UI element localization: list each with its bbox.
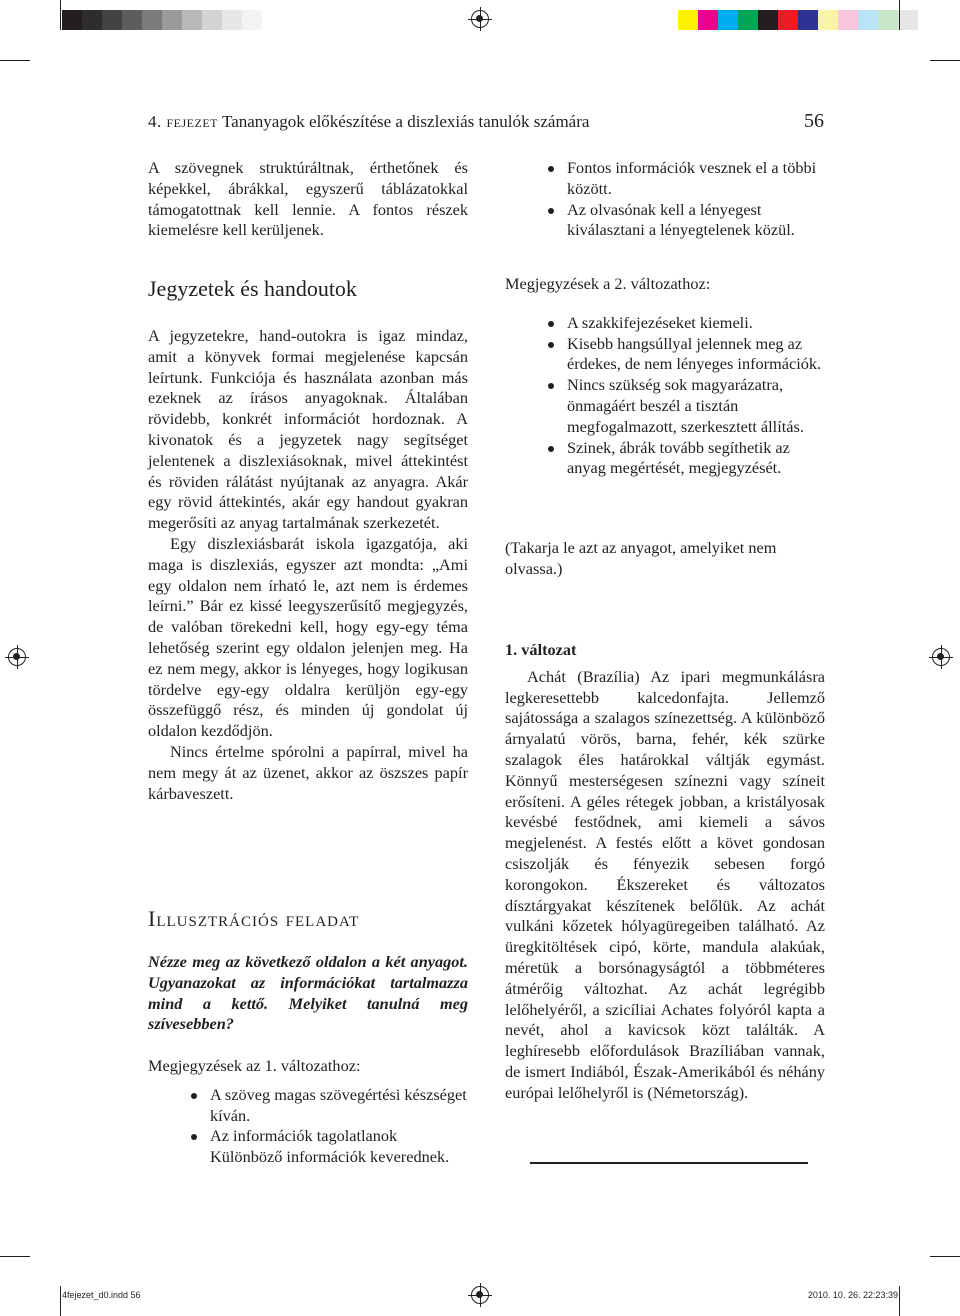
- cmyk-color-bar: [678, 10, 918, 30]
- crop-mark: [899, 1286, 900, 1316]
- list-item: Az információk tagolatlanok Különböző információk keverednek.: [148, 1126, 468, 1168]
- color-swatch: [202, 10, 222, 30]
- body-paragraph-3: Nincs értelme spórolni a papírral, mivel ha nem megy át az üzenet, akkor az öszszes papír kárbaveszett.: [148, 741, 468, 803]
- color-swatch: [858, 10, 878, 30]
- crop-mark: [899, 0, 900, 30]
- task-block: [148, 952, 468, 1035]
- list-item: A szakkifejezéseket kiemeli.: [505, 313, 825, 334]
- left-intro: [148, 158, 468, 241]
- paren-note-block: [505, 538, 825, 580]
- right-top-list: [505, 158, 825, 241]
- notes2-block: [505, 274, 825, 479]
- color-swatch: [62, 10, 82, 30]
- color-swatch: [758, 10, 778, 30]
- separator-rule: [530, 1162, 808, 1164]
- body-paragraph-1: A jegyzetekre, hand-outokra is igaz mindaz, amit a könyvek formai megjelenése kapcsán leírtunk. Funkciója és használata azonban más ezeknek az írásos anyagoknak. Általában rövidebb, konkrét információt hordoznak. A kivonatok és a jegyzetek nagy segítséget jelentenek a diszlexiásoknak, mivel áttekintést és röviden rálátást nyújtanak az anyagra. Akár egy rövid áttekintés, akár egy handout gyakran megerősíti az anyag tartalmának szerkezetét.: [148, 326, 468, 533]
- color-swatch: [698, 10, 718, 30]
- registration-mark-icon: [471, 1286, 489, 1304]
- color-swatch: [122, 10, 142, 30]
- color-swatch: [878, 10, 898, 30]
- list-item: Nincs szükség sok magyarázatra, önmagáért beszél a tisztán megfogalmazott, szerkesztett állítás.: [505, 375, 825, 437]
- color-swatch: [222, 10, 242, 30]
- color-swatch: [82, 10, 102, 30]
- left-body: [148, 326, 468, 804]
- notes2-list: [505, 313, 825, 479]
- crop-mark: [60, 1286, 61, 1316]
- list-item: Fontos információk vesznek el a többi között.: [505, 158, 825, 200]
- grayscale-color-bar: [62, 10, 262, 30]
- chapter-label: 4. fejezet: [148, 112, 218, 131]
- notes2-heading: Megjegyzések a 2. változathoz:: [505, 274, 711, 293]
- crop-mark: [60, 0, 61, 30]
- color-swatch: [898, 10, 918, 30]
- crop-mark: [930, 1256, 960, 1257]
- slug-file: 4fejezet_d0.indd 56: [62, 1290, 141, 1300]
- intro-paragraph: A szövegnek struktúráltnak, érthetőnek és képekkel, ábrákkal, egyszerű táblázatokkal támogatottnak kell lennie. A fontos részek kiemelésre kell kerüljenek.: [148, 158, 468, 240]
- list-item: Az olvasónak kell a lényegest kiválasztani a lényegtelenek közül.: [505, 200, 825, 242]
- crop-mark: [0, 1256, 30, 1257]
- version-text: Achát (Brazília) Az ipari megmunkálásra legkeresettebb kalcedonfajta. Jellemző sajátossága a szalagos színezettség. A különböző árnyalatú vörös, barna, fehér, kék szürke szalagok éles határokkal váltják egymást. Könnyű mesterségesen színezni vagy színeit erősíteni. A géles rétegek jobban, a kristályosak kevésbé festődnek, ami kiemeli a sávos megjelenést. A festés előtt a követ gondosan csiszolják és fényezik sebesen forgó korongokon. Ékszereket és változatos dísztárgyakat készítenek belőlük. Az achát vulkáni kőzetek hólyagüregeiben található. Az üregkitöltések cipó, körte, mandula alakúak, méretük a borsónagyságtól a többméteres átmérőig változhat. Az achát legrégibb lelőhelyéről, a szicíliai Achates folyóról kapta a nevét, ahol a kavicsok közt találták. A leghíresebb előfordulások Brazíliában vannak, de ismert Indiából, Észak-Amerikából és néhány európai lelőhelyről is (Németország).: [505, 666, 825, 1102]
- registration-mark-icon: [932, 648, 950, 666]
- color-swatch: [678, 10, 698, 30]
- version-heading: 1. változat: [505, 640, 577, 659]
- task-text: Nézze meg az következő oldalon a két anyagot. Ugyanazokat az információkat tartalmazza mind a kettő. Melyiket tanulná meg szívesebben?: [148, 952, 468, 1034]
- color-swatch: [798, 10, 818, 30]
- color-swatch: [718, 10, 738, 30]
- color-swatch: [182, 10, 202, 30]
- page-number: 56: [804, 110, 824, 132]
- color-swatch: [818, 10, 838, 30]
- crop-mark: [930, 60, 960, 61]
- crop-mark: [0, 60, 30, 61]
- registration-mark-icon: [471, 10, 489, 28]
- color-swatch: [162, 10, 182, 30]
- slug-date: 2010. 10. 26. 22:23:39: [807, 1290, 898, 1300]
- notes1-list: [148, 1085, 468, 1168]
- color-swatch: [738, 10, 758, 30]
- color-swatch: [778, 10, 798, 30]
- color-swatch: [242, 10, 262, 30]
- list-item: Kisebb hangsúllyal jelennek meg az érdekes, de nem lényeges információk.: [505, 334, 825, 376]
- notes1-block: [148, 1056, 468, 1168]
- color-swatch: [838, 10, 858, 30]
- running-header: [148, 112, 824, 132]
- color-swatch: [102, 10, 122, 30]
- task-heading: Illusztrációs feladat: [148, 906, 360, 931]
- section-heading-notes: Jegyzetek és handoutok: [148, 276, 357, 301]
- version-block: [505, 640, 825, 1104]
- registration-mark-icon: [8, 648, 26, 666]
- top-list: [505, 158, 825, 241]
- list-item: A szöveg magas szövegértési készséget kíván.: [148, 1085, 468, 1127]
- color-swatch: [142, 10, 162, 30]
- list-item: Szinek, ábrák tovább segíthetik az anyag megértését, megjegyzését.: [505, 438, 825, 480]
- notes1-heading: Megjegyzések az 1. változathoz:: [148, 1056, 361, 1075]
- chapter-title: Tananyagok előkészítése a diszlexiás tanulók számára: [221, 112, 590, 131]
- body-paragraph-2: Egy diszlexiásbarát iskola igazgatója, aki maga is diszlexiás, egyszer azt mondta: „Ami egy oldalon nem írható le, azt nem is érdemes leírni.” Bár ez kissé leegyszerűsítő megjegyzés, de valóban törekedni kell, hogy egy-egy téma lehetőség szerint egy oldalon jelenjen meg. Ha ez nem megy, akkor is lényeges, hogy logikusan tördelve egy-egy oldalra kerüljön egy-egy összefüggő rész, és minden új gondolat új oldalon kezdődjön.: [148, 533, 468, 741]
- paren-note: (Takarja le azt az anyagot, amelyiket nem olvassa.): [505, 538, 777, 578]
